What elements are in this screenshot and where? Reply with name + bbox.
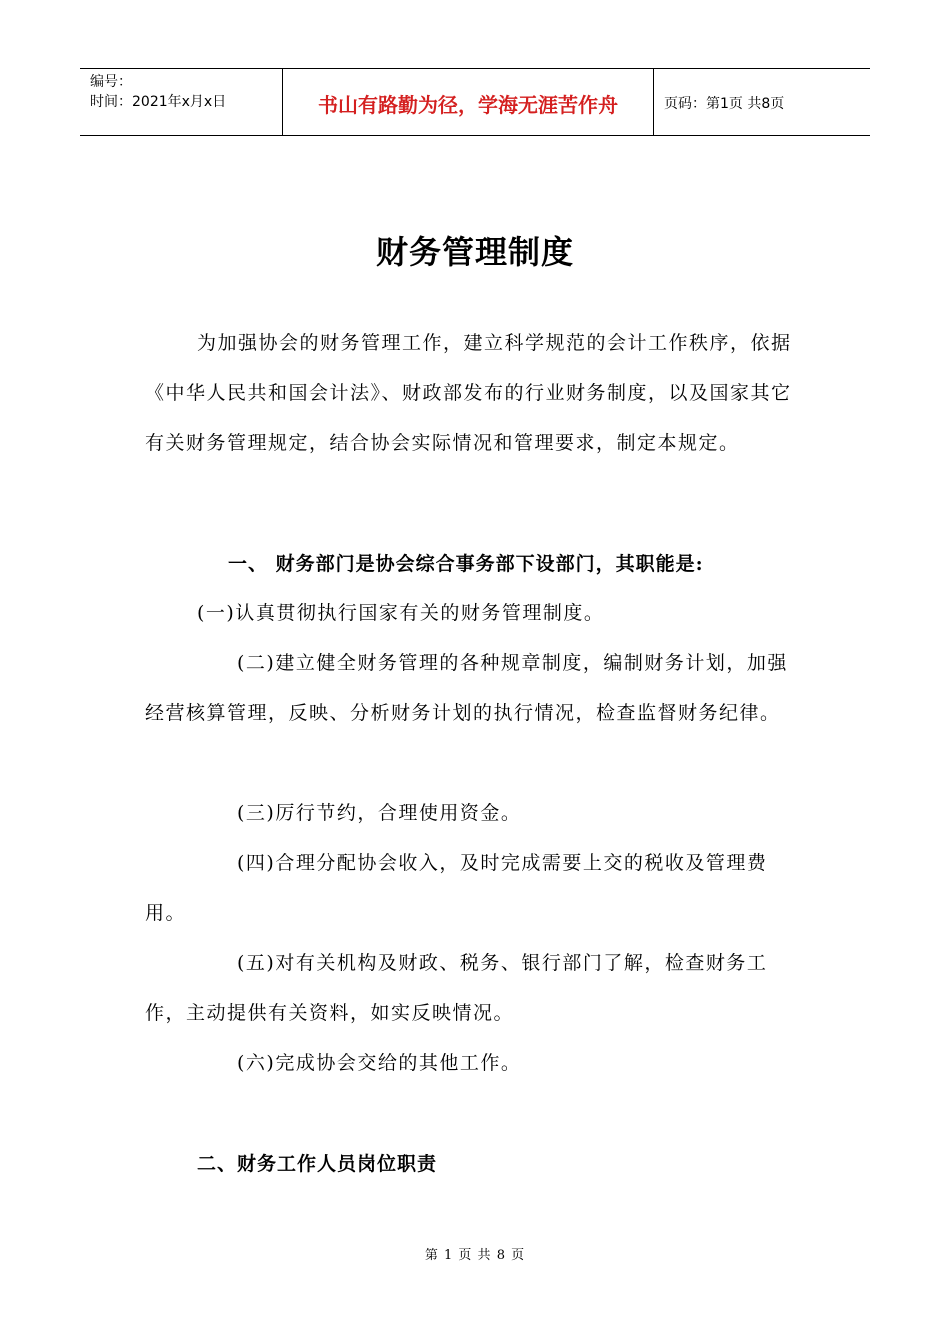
number-label: 编号： [90,74,132,90]
document-header [80,68,870,136]
list-item: (三)厉行节约，合理使用资金。 [237,802,522,824]
list-item: (五)对有关机构及财政、税务、银行部门了解，检查财务工作，主动提供有关资料，如实反映情况。 [145,952,768,1024]
list-item: (四)合理分配协会收入，及时完成需要上交的税收及管理费用。 [145,852,768,924]
section-1-heading: 一、 财务部门是协会综合事务部下设部门，其职能是: [228,553,704,575]
list-item: (六)完成协会交给的其他工作。 [237,1052,522,1074]
list-item: (二)建立健全财务管理的各种规章制度，编制财务计划，加强经营核算管理，反映、分析财务计划的执行情况，检查监督财务纪律。 [145,652,788,724]
document-title: 财务管理制度 [375,233,574,271]
time-label: 时间：2021年x月x日 [90,94,227,110]
section-2-heading: 二、财务工作人员岗位职责 [197,1153,438,1175]
header-meta [80,69,282,135]
page-footer: 第 1 页 共 8 页 [424,1248,526,1263]
list-item: (一)认真贯彻执行国家有关的财务管理制度。 [197,602,605,624]
header-page-info: 页码：第1页 共8页 [664,96,785,112]
header-motto: 书山有路勤为径，学海无涯苦作舟 [282,69,654,135]
intro-paragraph: 为加强协会的财务管理工作，建立科学规范的会计工作秩序，依据《中华人民共和国会计法》、财政部发布的行业财务制度，以及国家其它有关财务管理规定，结合协会实际情况和管理要求，制定本规定。 [145,332,792,454]
